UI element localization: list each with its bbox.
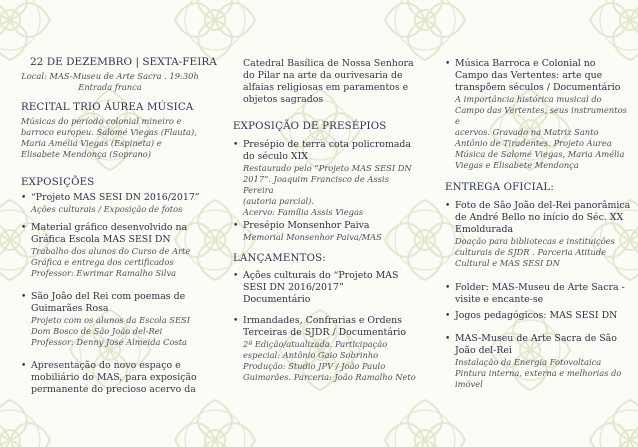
list-item: • MAS-Museu de Arte Sacra de São João del-Rei Instalação da Energia Fotovoltaica Pintura interna, externa e melhorias do imóvel <box>445 333 622 389</box>
presepios-heading: EXPOSIÇÃO DE PRESÉPIOS <box>233 121 387 132</box>
event-location: Local: MAS-Museu de Arte Sacra . 19:30h <box>21 71 199 81</box>
bullet-icon: • <box>21 193 27 203</box>
list-item: • Foto de São João del-Rei panorâmica de André Bello no início do Séc. XX Emoldurada Doação para bibliotecas e instituições culturais de SJDR . Parceria Atitude Cultural e MAS SESI DN <box>445 200 631 268</box>
bullet-icon: • <box>445 201 451 211</box>
bullet-icon: • <box>233 271 239 281</box>
event-entry: Entrada franca <box>78 82 142 92</box>
entrega-heading: ENTREGA OFICIAL: <box>445 182 555 193</box>
event-date: 22 DE DEZEMBRO | SEXTA-FEIRA <box>30 56 217 68</box>
bullet-icon: • <box>21 292 27 302</box>
collection-description: Catedral Basílica de Nossa Senhora do Pilar na arte da ourivesaria de alfaias religiosas em paramentos e objetos sagrados <box>243 58 414 105</box>
recital-heading: RECITAL TRIO ÁUREA MÚSICA <box>21 102 194 113</box>
list-item: • Música Barroca e Colonial no Campo das Vertentes: arte que transpõem séculos / Documentário A importância histórica musical do Campo das Vertentes, seus instrumentos e acervos. Gravado na Matriz Santo Antônio de Tiradentes. Projeto Áurea Música de Salomé Viegas, Maria Amélia Viegas e Elisabete Mendonça <box>445 58 627 170</box>
list-item: • Ações culturais do “Projeto MAS SESI DN 2016/2017” Documentário <box>233 270 399 305</box>
exposicoes-heading: EXPOSIÇÕES <box>21 177 95 188</box>
bullet-icon: • <box>233 140 239 150</box>
bullet-icon: • <box>445 283 451 293</box>
list-item: • Irmandades, Confrarias e Ordens Terceiras de SJDR / Documentário 2ª Edição/atualizada. Participação especial: Antônio Gaio Sobrinho Produção: Studio JPV / João Paulo Guimarães. Parceria: João Ramalho Neto <box>233 315 416 382</box>
bullet-icon: • <box>21 223 27 233</box>
bullet-icon: • <box>21 361 27 371</box>
list-item: • Folder: MAS-Museu de Arte Sacra - visite e encante-se <box>445 282 625 305</box>
list-item: • Apresentação do novo espaço e mobiliário do MAS, para exposição permanente do precioso acervo da <box>21 360 197 395</box>
list-item: • Material gráfico desenvolvido na Gráfica Escola MAS SESI DN Trabalho dos alunos do Curso de Arte Gráfica e entrega dos certificados Professor: Ewrimar Ramalho Silva <box>21 222 191 278</box>
list-item: • Presépio de terra cota policromada do século XIX Restaurado pelo “Projeto MAS SESI DN 2017”. Joaquim Francisco de Assis Pereira (autoria parcial). Acervo: Família Assis Viegas <box>233 139 412 217</box>
lancamentos-heading: LANÇAMENTOS: <box>233 253 326 264</box>
bullet-icon: • <box>233 221 239 231</box>
bullet-icon: • <box>445 334 451 344</box>
list-item: • “Projeto MAS SESI DN 2016/2017” Ações culturais / Exposição de fotos <box>21 192 200 214</box>
list-item: • Jogos pedagógicos: MAS SESI DN <box>445 310 618 321</box>
list-item: • Presépio Monsenhor Paiva Memorial Monsenhor Paiva/MAS <box>233 220 382 242</box>
bullet-icon: • <box>445 311 451 321</box>
list-item: • São João del Rei com poemas de Guimarães Rosa Projeto com os alunos da Escola SESI Dom Bosco de São João del-Rei Professor: Denny José Almeida Costa <box>21 291 190 347</box>
recital-description: Músicas do período colonial mineiro e barroco europeu. Salomé Viegas (Flauta), Maria Amélia Viegas (Espineta) e Elisabete Mendonça (Soprano) <box>21 116 197 159</box>
bullet-icon: • <box>445 59 451 69</box>
bullet-icon: • <box>233 316 239 326</box>
